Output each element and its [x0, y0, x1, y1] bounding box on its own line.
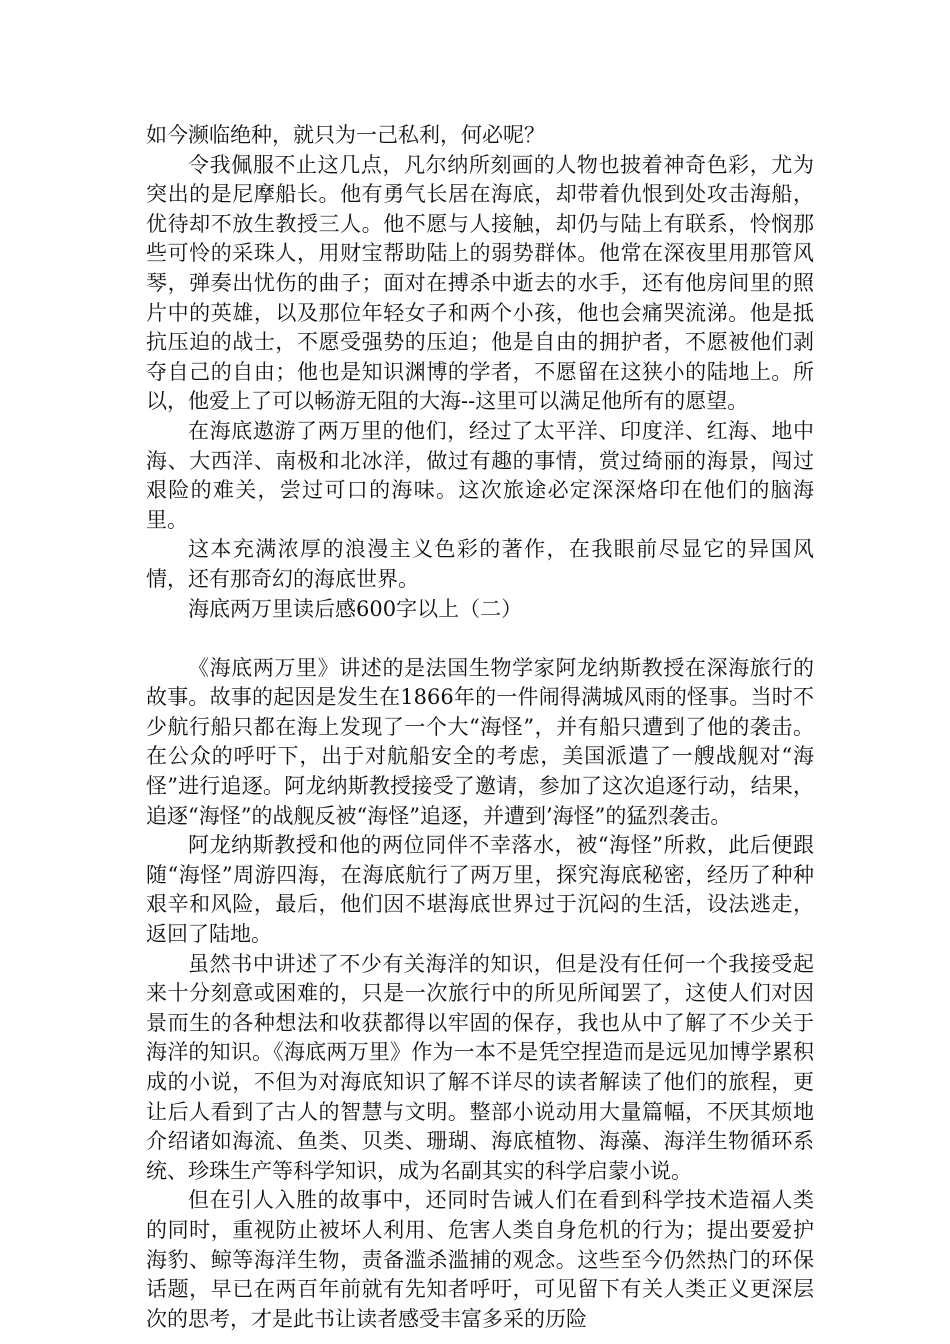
paragraph-voyage: 在海底遨游了两万里的他们，经过了太平洋、印度洋、红海、地中海、大西洋、南极和北冰洋，做过有趣的事情，赏过绮丽的海景，闯过艰险的难关，尝过可口的海味。这次旅途必定深深烙印在他们的脑海里。	[146, 418, 814, 532]
paragraph-warning: 但在引人入胜的故事中，还同时告诫人们在看到科学技术造福人类的同时，重视防止被坏人利用、危害人类自身危机的行为；提出要爱护海豹、鲸等海洋生物，责备滥杀滥捕的观念。这些至今仍然热门的环保话题，早已在两百年前就有先知者呼吁，可见留下有关人类正义更深层次的思考，才是此书让读者感受丰富多采的历险	[146, 1188, 814, 1331]
paragraph-story-intro: 《海底两万里》讲述的是法国生物学家阿龙纳斯教授在深海旅行的故事。故事的起因是发生在1866年的一件闹得满城风雨的怪事。当时不少航行船只都在海上发现了一个大“海怪”，并有船只遭到了他的袭击。在公众的呼吁下，出于对航船安全的考虑，美国派遣了一艘战舰对“海怪”进行追逐。阿龙纳斯教授接受了邀请，参加了这次追逐行动，结果，追逐“海怪”的战舰反被“海怪”追逐，并遭到’海怪”的猛烈袭击。	[146, 655, 814, 828]
paragraph-captain-nemo: 令我佩服不止这几点，凡尔纳所刻画的人物也披着神奇色彩，尤为突出的是尼摩船长。他有勇气长居在海底，却带着仇恨到处攻击海船，优待却不放生教授三人。他不愿与人接触，却仍与陆上有联系，怜悯那些可怜的采珠人，用财宝帮助陆上的弱势群体。他常在深夜里用那管风琴，弹奏出忧伤的曲子；面对在搏杀中逝去的水手，还有他房间里的照片中的英雄，以及那位年轻女子和两个小孩，他也会痛哭流涕。他是抵抗压迫的战士，不愿受强势的压迫；他是自由的拥护者，不愿被他们剥夺自己的自由；他也是知识渊博的学者，不愿留在这狭小的陆地上。所以，他爱上了可以畅游无阻的大海--这里可以满足他所有的愿望。	[146, 152, 814, 414]
paragraph-rescue: 阿龙纳斯教授和他的两位同伴不幸落水，被“海怪”所救，此后便跟随“海怪”周游四海，在海底航行了两万里，探究海底秘密，经历了种种艰辛和风险，最后，他们因不堪海底世界过于沉闷的生活，设法逃走，返回了陆地。	[146, 833, 814, 947]
paragraph-knowledge: 虽然书中讲述了不少有关海洋的知识，但是没有任何一个我接受起来十分刻意或困难的，只是一次旅行中的所见所闻罢了，这使人们对因景而生的各种想法和收获都得以牢固的保存，我也从中了解了不少关于海洋的知识。《海底两万里》作为一本不是凭空捏造而是远见加博学累积成的小说，不但为对海底知识了解不详尽的读者解读了他们的旅程，更让后人看到了古人的智慧与文明。整部小说动用大量篇幅，不厌其烦地介绍诸如海流、鱼类、贝类、珊瑚、海底植物、海藻、海洋生物循环系统、珍珠生产等科学知识，成为名副其实的科学启蒙小说。	[146, 951, 814, 1183]
section-heading: 海底两万里读后感600字以上（二）	[188, 596, 523, 621]
paragraph-continuation: 如今濒临绝种，就只为一己私利，何必呢？	[146, 123, 545, 147]
blank-line	[146, 624, 814, 654]
paragraph-romanticism: 这本充满浓厚的浪漫主义色彩的著作，在我眼前尽显它的异国风情，还有那奇幻的海底世界。	[146, 537, 814, 591]
document-body	[146, 121, 814, 1334]
